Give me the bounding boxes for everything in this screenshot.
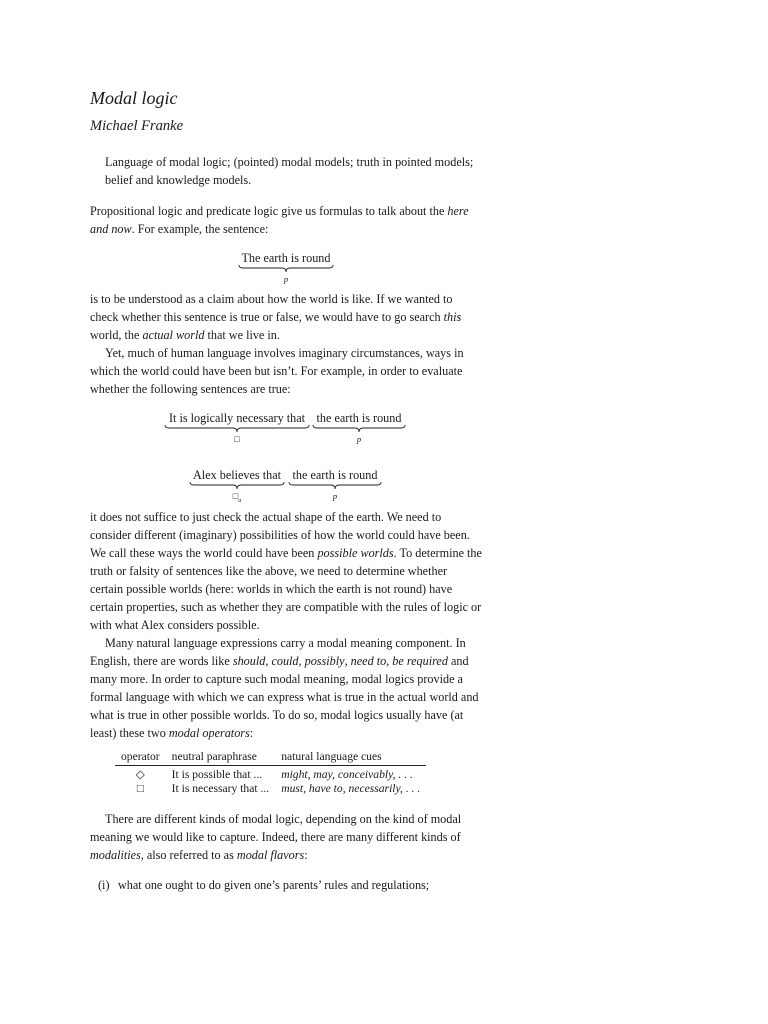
diamond-operator-cell: ◇ [135, 768, 145, 781]
underbrace-icon [238, 265, 334, 273]
paragraph-actual-world: is to be understood as a claim about how the world is like. If we wanted to check whether this sentence is true or false, we would have to go search this world, the actual world that we live in. [90, 292, 462, 342]
page-title: Modal logic [90, 88, 178, 108]
underbrace-icon [164, 425, 310, 433]
table-row [115, 766, 426, 782]
example-text: the earth is round [316, 411, 402, 425]
box-operator-cell: □ [136, 782, 144, 795]
author-name: Michael Franke [90, 118, 184, 134]
table-row [115, 781, 426, 795]
example-proposition [288, 468, 382, 501]
example-belief-operator [189, 468, 285, 506]
paraphrase-cell: It is possible that ... [171, 767, 263, 781]
underbrace-icon [189, 482, 285, 490]
example-label: p [356, 434, 362, 444]
example-earth-round [238, 251, 334, 284]
box-operator-label: □ [234, 434, 240, 444]
paragraph-intro: Propositional logic and predicate logic give us formulas to talk about the here and now. For example, the sentence: [90, 204, 469, 236]
box-operator-label: $□_a$ [232, 491, 242, 504]
example-text: the earth is round [292, 468, 378, 482]
column-header: operator [121, 750, 160, 763]
underbrace-icon [288, 482, 382, 490]
paraphrase-cell: It is necessary that ... [171, 782, 270, 795]
example-label: p [332, 491, 338, 501]
modal-operators-table [115, 750, 426, 795]
cues-cell: must, have to, necessarily, . . . [281, 782, 421, 795]
cues-cell: might, may, conceivably, . . . [281, 767, 413, 781]
example-necessary-operator [164, 411, 310, 444]
underbrace-icon [312, 425, 406, 433]
paragraph-modal-expressions: Many natural language expressions carry a modal meaning component. In English, there are words like should, could, possibly, need to, be required and many more. In order to capture such modal meaning, modal logics provide a formal language with which we can express what is true in the actual world and what is true in other possible worlds. To do so, modal logics usually have (at least) these two modal operators: [90, 636, 479, 740]
column-header: neutral paraphrase [171, 750, 257, 763]
paragraph-possible-worlds: it does not suffice to just check the actual shape of the earth. We need to consider different (imaginary) possibilities of how the world could have been. We call these ways the world could have been possible worlds. To determine the truth or falsity of sentences like the above, we need to determine whether certain possible worlds (here: worlds in which the earth is not round) have certain properties, such as whether they are compatible with the rules of logic or with what Alex considers possible. [90, 510, 482, 632]
paragraph-modal-flavors: There are different kinds of modal logic, depending on the kind of modal meaning we would like to capture. Indeed, there are many different kinds of modalities, also referred to as modal flavors: [90, 812, 462, 862]
list-item-number: (i) [98, 878, 110, 892]
example-proposition [312, 411, 406, 444]
abstract: Language of modal logic; (pointed) modal models; truth in pointed models; belief and knowledge models. [105, 155, 474, 187]
list-item [98, 878, 429, 893]
example-label: p [283, 274, 289, 284]
example-text: Alex believes that [193, 468, 281, 482]
paragraph-imaginary: Yet, much of human language involves imaginary circumstances, ways in which the world could have been but isn’t. For example, in order to evaluate whether the following sentences are true: [90, 346, 464, 396]
column-header: natural language cues [281, 750, 382, 763]
example-text: The earth is round [241, 251, 331, 265]
example-text: It is logically necessary that [168, 411, 306, 425]
table-header-row [115, 750, 426, 766]
list-item-text: what one ought to do given one’s parents’ rules and regulations; [118, 878, 430, 892]
